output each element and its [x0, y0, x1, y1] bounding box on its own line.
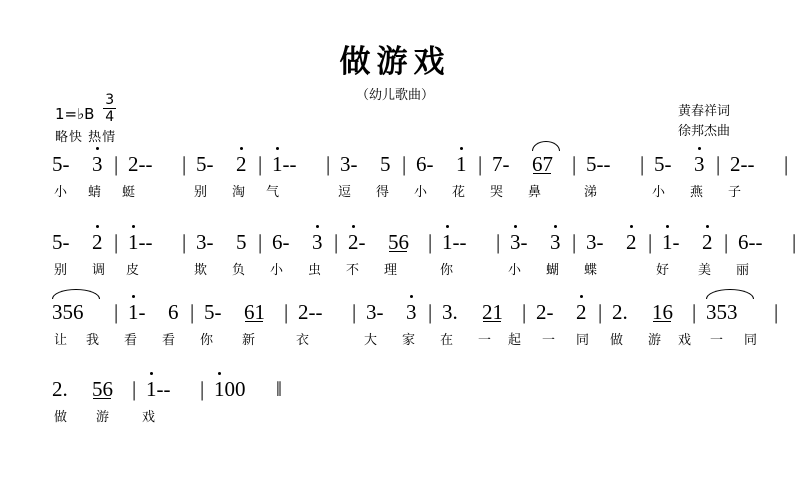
page-subtitle: （幼儿歌曲）	[355, 88, 434, 103]
barline: |	[478, 152, 483, 176]
lyric-syllable: 气	[266, 185, 280, 200]
note-token: 2	[626, 228, 637, 256]
note-token: 1--	[146, 375, 171, 403]
lyric-syllable: 做	[610, 333, 624, 348]
note-token: 21	[482, 300, 503, 324]
final-barline: ‖	[276, 377, 282, 401]
note-token: 3-	[366, 300, 384, 324]
time-signature-numerator: 3	[105, 92, 115, 108]
note-token: 5-	[196, 152, 214, 176]
lyric-syllable: 你	[200, 333, 214, 348]
octave-dot	[410, 295, 413, 298]
lyric-syllable: 得	[376, 185, 390, 200]
lyric-syllable: 调	[92, 263, 106, 278]
lyric-syllable: 你	[440, 263, 454, 278]
composer: 徐邦杰曲	[677, 124, 730, 139]
tempo-marking: 略快 热情	[55, 130, 117, 145]
note-token: 5-	[52, 230, 70, 254]
octave-dot	[698, 147, 701, 150]
octave-dot	[580, 295, 583, 298]
lyric-syllable: 哭	[490, 185, 504, 200]
note-token: 1--	[272, 150, 297, 178]
barline: |	[284, 300, 289, 324]
barline: |	[132, 377, 137, 401]
lyric-syllable: 花	[452, 185, 466, 200]
note-token: 2--	[730, 152, 755, 176]
beam-line	[483, 321, 501, 322]
key-signature	[55, 93, 116, 124]
note-token: 3	[92, 150, 103, 178]
note-token: 100	[214, 375, 246, 403]
beam-line	[93, 398, 111, 399]
note-token: 3-	[586, 230, 604, 254]
note-token: 56	[388, 230, 409, 254]
lyric-syllable: 戏	[678, 333, 692, 348]
barline: |	[640, 152, 645, 176]
barline: |	[572, 230, 577, 254]
note-token: 6-	[416, 152, 434, 176]
octave-dot	[352, 225, 355, 228]
note-token: 356	[52, 298, 84, 326]
lyric-syllable: 欺	[194, 263, 208, 278]
lyric-syllable: 看	[162, 333, 176, 348]
octave-dot	[514, 225, 517, 228]
note-token: 1-	[662, 228, 680, 256]
note-token: 2	[236, 150, 247, 178]
lyric-row	[52, 184, 752, 206]
octave-dot	[96, 225, 99, 228]
octave-dot	[316, 225, 319, 228]
barline: |	[352, 300, 357, 324]
note-token: 2-	[536, 300, 554, 324]
note-token: 3	[312, 228, 323, 256]
octave-dot	[132, 295, 135, 298]
lyric-syllable: 游	[648, 333, 662, 348]
beam-line	[533, 173, 551, 174]
music-system	[52, 150, 789, 206]
lyric-syllable: 一	[710, 333, 724, 348]
lyric-syllable: 同	[744, 333, 758, 348]
barline: |	[334, 230, 339, 254]
lyric-syllable: 同	[576, 333, 590, 348]
lyric-syllable: 戏	[142, 410, 156, 425]
barline: |	[114, 230, 119, 254]
beam-line	[389, 251, 407, 252]
note-token: 1	[456, 150, 467, 178]
octave-dot	[132, 225, 135, 228]
note-token: 7-	[492, 152, 510, 176]
lyric-syllable: 做	[54, 410, 68, 425]
lyric-syllable: 一	[478, 333, 492, 348]
note-token: 2--	[298, 300, 323, 324]
note-token: 3-	[510, 228, 528, 256]
lyric-syllable: 鼻	[528, 185, 542, 200]
lyric-syllable: 蜓	[122, 185, 136, 200]
lyric-syllable: 不	[346, 263, 360, 278]
slur	[532, 141, 560, 151]
lyric-syllable: 游	[96, 410, 110, 425]
lyric-syllable: 蜻	[88, 185, 102, 200]
barline: |	[428, 300, 433, 324]
lyric-syllable: 小	[270, 263, 284, 278]
note-token: 16	[652, 300, 673, 324]
octave-dot	[666, 225, 669, 228]
note-token: 2--	[128, 152, 153, 176]
page-title: 做游戏	[339, 44, 451, 80]
note-token: 3	[406, 298, 417, 326]
lyric-syllable: 皮	[126, 263, 140, 278]
octave-dot	[240, 147, 243, 150]
note-token: 2	[576, 298, 587, 326]
slur	[706, 289, 754, 299]
octave-dot	[630, 225, 633, 228]
barline: |	[326, 152, 331, 176]
note-token: 2.	[612, 300, 628, 324]
note-token: 6-	[272, 230, 290, 254]
note-token: 5--	[586, 152, 611, 176]
barline: |	[792, 230, 796, 254]
music-system	[52, 228, 796, 284]
note-token: 3	[550, 228, 561, 256]
note-token: 67	[532, 150, 553, 178]
lyric-syllable: 一	[542, 333, 556, 348]
barline: |	[692, 300, 697, 324]
lyric-syllable: 丽	[736, 263, 750, 278]
barline: |	[114, 152, 119, 176]
note-token: 3.	[442, 300, 458, 324]
lyric-syllable: 小	[414, 185, 428, 200]
note-token: 5	[236, 230, 247, 254]
lyric-syllable: 蝶	[584, 263, 598, 278]
notation-row	[52, 298, 779, 332]
lyric-syllable: 小	[508, 263, 522, 278]
lyric-syllable: 衣	[296, 333, 310, 348]
octave-dot	[218, 372, 221, 375]
barline: |	[522, 300, 527, 324]
octave-dot	[554, 225, 557, 228]
barline: |	[716, 152, 721, 176]
music-system	[52, 298, 779, 354]
lyric-syllable: 别	[194, 185, 208, 200]
note-token: 5-	[52, 152, 70, 176]
note-token: 5-	[204, 300, 222, 324]
octave-dot	[276, 147, 279, 150]
barline: |	[428, 230, 433, 254]
octave-dot	[150, 372, 153, 375]
note-token: 1--	[128, 228, 153, 256]
note-token: 2-	[348, 228, 366, 256]
lyric-syllable: 理	[384, 263, 398, 278]
octave-dot	[96, 147, 99, 150]
lyric-syllable: 小	[54, 185, 68, 200]
lyric-row	[52, 262, 752, 284]
lyric-syllable: 新	[242, 333, 256, 348]
barline: |	[114, 300, 119, 324]
octave-dot	[446, 225, 449, 228]
barline: |	[598, 300, 603, 324]
lyricist: 黄春祥词	[677, 104, 730, 119]
note-token: 3-	[196, 230, 214, 254]
barline: |	[258, 230, 263, 254]
lyric-syllable: 燕	[690, 185, 704, 200]
lyric-row	[52, 409, 752, 431]
lyric-syllable: 涕	[584, 185, 598, 200]
barline: |	[200, 377, 205, 401]
note-token: 5-	[654, 152, 672, 176]
lyric-syllable: 好	[656, 263, 670, 278]
lyric-syllable: 家	[402, 333, 416, 348]
music-system	[52, 375, 752, 431]
note-token: 2	[702, 228, 713, 256]
barline: |	[724, 230, 729, 254]
lyric-syllable: 美	[698, 263, 712, 278]
barline: |	[258, 152, 263, 176]
beam-line	[245, 321, 263, 322]
lyric-syllable: 逗	[338, 185, 352, 200]
note-token: 3-	[340, 152, 358, 176]
barline: |	[402, 152, 407, 176]
note-token: 5	[380, 152, 391, 176]
lyric-syllable: 小	[652, 185, 666, 200]
barline: |	[496, 230, 501, 254]
lyric-syllable: 在	[440, 333, 454, 348]
notation-row	[52, 150, 789, 184]
lyric-row	[52, 332, 758, 354]
barline: |	[190, 300, 195, 324]
note-token: 353	[706, 298, 738, 326]
key-label: 1=♭B	[55, 105, 95, 123]
notation-row	[52, 228, 796, 262]
lyric-syllable: 虫	[308, 263, 322, 278]
lyric-syllable: 别	[54, 263, 68, 278]
note-token: 3	[694, 150, 705, 178]
lyric-syllable: 淘	[232, 185, 246, 200]
beam-line	[653, 321, 671, 322]
note-token: 61	[244, 300, 265, 324]
lyric-syllable: 我	[86, 333, 100, 348]
barline: |	[784, 152, 789, 176]
note-token: 1-	[128, 298, 146, 326]
note-token: 2	[92, 228, 103, 256]
lyric-syllable: 看	[124, 333, 138, 348]
barline: |	[182, 152, 187, 176]
credits	[678, 102, 730, 142]
lyric-syllable: 大	[364, 333, 378, 348]
lyric-syllable: 蝴	[546, 263, 560, 278]
barline: |	[572, 152, 577, 176]
note-token: 2.	[52, 377, 68, 401]
lyric-syllable: 起	[508, 333, 522, 348]
barline: |	[182, 230, 187, 254]
lyric-syllable: 子	[728, 185, 742, 200]
note-token: 6	[168, 300, 179, 324]
notation-row	[52, 375, 752, 409]
lyric-syllable: 让	[54, 333, 68, 348]
lyric-syllable: 负	[232, 263, 246, 278]
octave-dot	[706, 225, 709, 228]
octave-dot	[460, 147, 463, 150]
barline: |	[774, 300, 779, 324]
barline: |	[648, 230, 653, 254]
note-token: 6--	[738, 230, 763, 254]
note-token: 56	[92, 377, 113, 401]
note-token: 1--	[442, 228, 467, 256]
time-signature	[103, 93, 116, 124]
slur	[52, 289, 100, 299]
time-signature-denominator: 4	[105, 109, 115, 125]
